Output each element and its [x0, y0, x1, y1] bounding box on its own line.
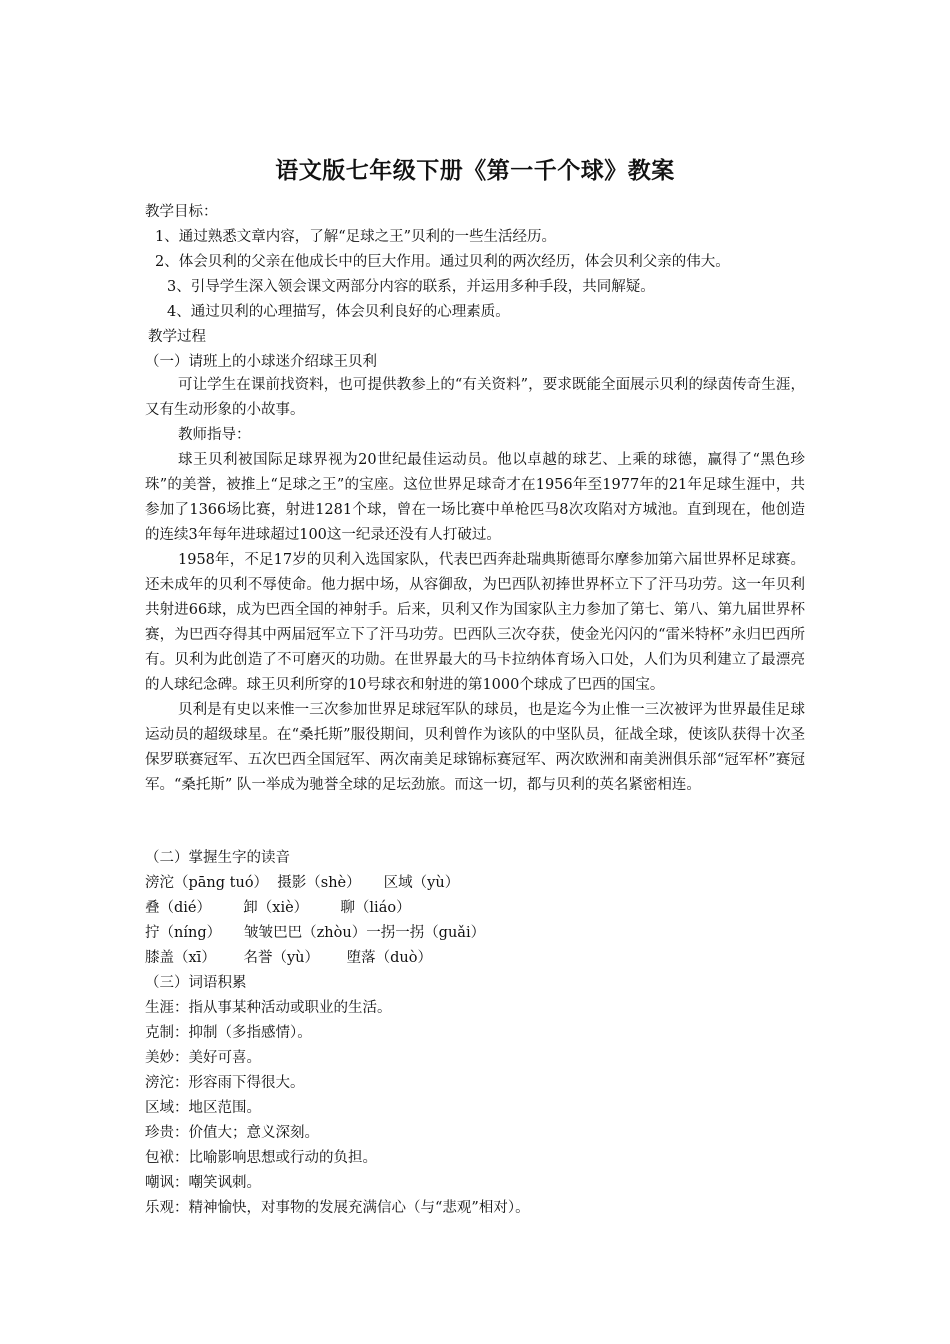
section1-heading: （一）请班上的小球迷介绍球王贝利 — [145, 354, 377, 370]
objective-item: 3、引导学生深入领会课文两部分内容的联系，并运用多种手段，共同解疑。 — [167, 279, 655, 295]
vocab-item: 生涯：指从事某种活动或职业的生活。 — [145, 1000, 392, 1016]
vocab-item: 美妙：美好可喜。 — [145, 1050, 261, 1066]
objective-item: 4、通过贝利的心理描写，体会贝利良好的心理素质。 — [167, 304, 510, 320]
objective-item: 1、通过熟悉文章内容，了解“足球之王”贝利的一些生活经历。 — [155, 229, 557, 245]
vocab-item: 乐观：精神愉快，对事物的发展充满信心（与“悲观”相对）。 — [145, 1200, 530, 1216]
pele-paragraph-1: 球王贝利被国际足球界视为20世纪最佳运动员。他以卓越的球艺、上乘的球德，赢得了“黑色珍珠”的美誉，被推上“足球之王”的宝座。这位世界足球奇才在1956年至1977年的21年足球生涯中，共参加了1366场比赛，射进1281个球，曾在一场比赛中单枪匹马8次攻陷对方城池。直到现在，他创造的连续3年每年进球超过100这一纪录还没有人打破过。 — [145, 452, 805, 543]
pele-paragraph-2: 1958年，不足17岁的贝利入选国家队，代表巴西奔赴瑞典斯德哥尔摩参加第六届世界杯足球赛。还未成年的贝利不辱使命。他力据中场，从容御敌，为巴西队初捧世界杯立下了汗马功劳。这一年贝利共射进66球，成为巴西全国的神射手。后来，贝利又作为国家队主力参加了第七、第八、第九届世界杯赛，为巴西夺得其中两届冠军立下了汗马功劳。巴西队三次夺获，使金光闪闪的“雷米特杯”永归巴西所有。贝利为此创造了不可磨灭的功勋。在世界最大的马卡拉纳体育场入口处，人们为贝利建立了最漂亮的人球纪念碑。球王贝利所穿的10号球衣和射进的第1000个球成了巴西的国宝。 — [145, 552, 805, 693]
section1-intro: 可让学生在课前找资料，也可提供教参上的“有关资料”，要求既能全面展示贝利的绿茵传奇生涯，又有生动形象的小故事。 — [145, 377, 805, 418]
pinyin-row: 拧（níng） 皱皱巴巴（zhòu）一拐一拐（guǎi） — [145, 925, 486, 941]
teacher-guide-label: 教师指导： — [178, 427, 251, 443]
objectives-heading: 教学目标： — [145, 204, 218, 220]
vocab-item: 嘲讽：嘲笑讽刺。 — [145, 1175, 261, 1191]
vocab-item: 滂沱：形容雨下得很大。 — [145, 1075, 305, 1091]
page-title: 语文版七年级下册《第一千个球》教案 — [275, 157, 675, 184]
section1-body — [145, 373, 805, 798]
pinyin-row: 滂沱（pāng tuó） 摄影（shè） 区域（yù） — [145, 875, 460, 891]
vocab-item: 包袱：比喻影响思想或行动的负担。 — [145, 1150, 377, 1166]
vocab-item: 克制：抑制（多指感情）。 — [145, 1025, 312, 1041]
section2-heading: （二）掌握生字的读音 — [145, 850, 290, 866]
pinyin-row: 膝盖（xī） 名誉（yù） 堕落（duò） — [145, 950, 433, 966]
section3-heading: （三）词语积累 — [145, 975, 247, 991]
pele-paragraph-3: 贝利是有史以来惟一三次参加世界足球冠军队的球员，也是迄今为止惟一三次被评为世界最佳足球运动员的超级球星。在“桑托斯”服役期间，贝利曾作为该队的中坚队员，征战全球，使该队获得十次圣保罗联赛冠军、五次巴西全国冠军、两次南美足球锦标赛冠军、两次欧洲和南美洲俱乐部“冠军杯”赛冠军。“桑托斯” 队一举成为驰誉全球的足坛劲旅。而这一切，都与贝利的英名紧密相连。 — [145, 702, 805, 793]
process-heading: 教学过程 — [148, 329, 206, 345]
section2 — [145, 846, 805, 1221]
pinyin-row: 叠（dié） 卸（xiè） 聊（liáo） — [145, 900, 411, 916]
vocab-item: 珍贵：价值大；意义深刻。 — [145, 1125, 319, 1141]
objective-item: 2、体会贝利的父亲在他成长中的巨大作用。通过贝利的两次经历，体会贝利父亲的伟大。 — [155, 254, 730, 270]
objectives-section — [145, 200, 805, 375]
vocab-item: 区域：地区范围。 — [145, 1100, 261, 1116]
